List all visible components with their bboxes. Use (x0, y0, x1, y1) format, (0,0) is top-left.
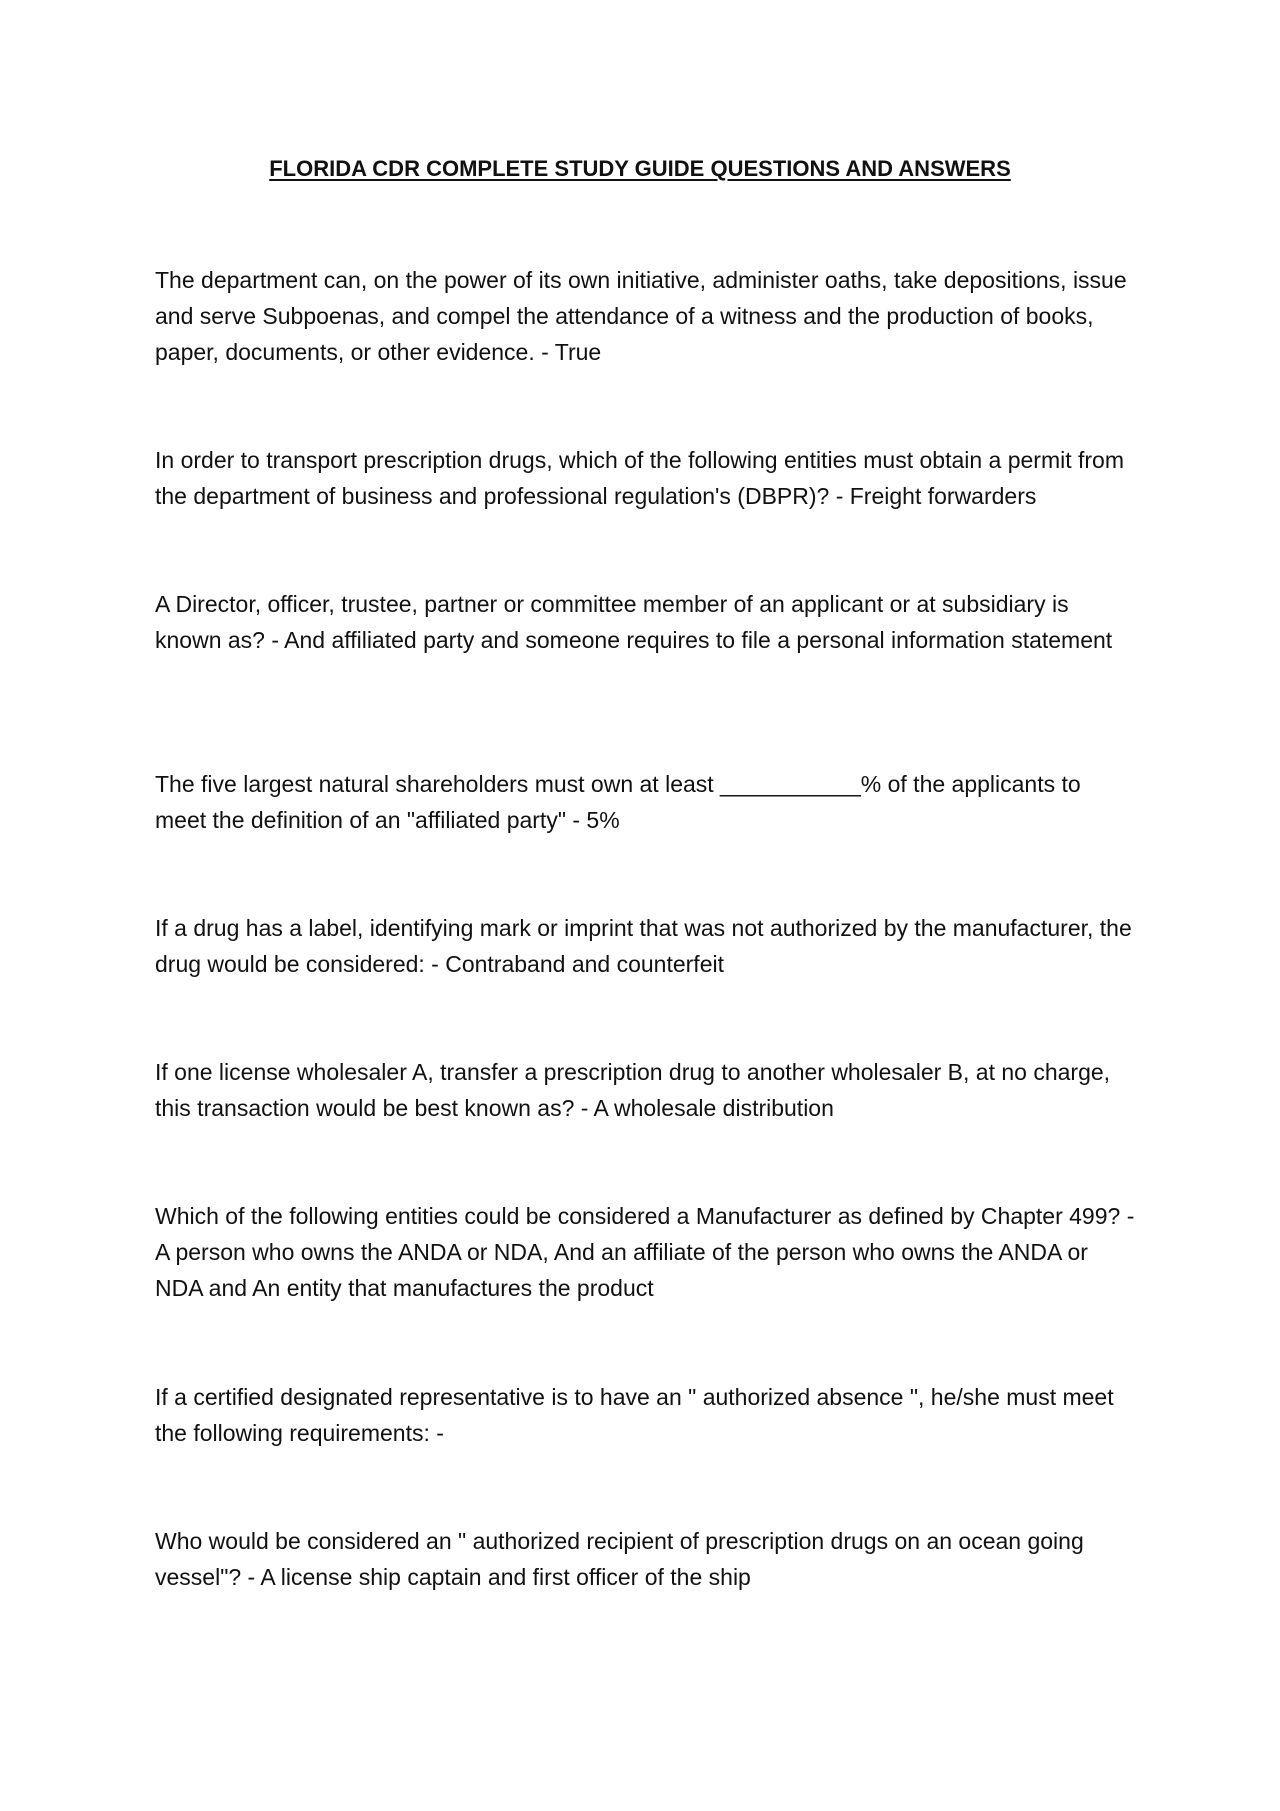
qa-item-3: A Director, officer, trustee, partner or committee member of an applicant or at subsidiary is known as? - And affiliated party and someone requires to file a personal information statement (155, 591, 1113, 653)
qa-item-2: In order to transport prescription drugs, which of the following entities must obtain a permit from the department of business and professional regulation's (DBPR)? - Freight forwarders (155, 447, 1125, 509)
qa-item-4: The five largest natural shareholders must own at least ___________% of the applicants to meet the definition of an "affiliated party" - 5% (155, 771, 1081, 833)
qa-item-6: If one license wholesaler A, transfer a prescription drug to another wholesaler B, at no charge, this transaction would be best known as? - A wholesale distribution (155, 1059, 1111, 1121)
qa-item-8: If a certified designated representative is to have an " authorized absence ", he/she must meet the following requirements: - (155, 1384, 1114, 1446)
document-title: FLORIDA CDR COMPLETE STUDY GUIDE QUESTIONS AND ANSWERS (269, 156, 1011, 181)
qa-item-1: The department can, on the power of its own initiative, administer oaths, take depositions, issue and serve Subpoenas, and compel the attendance of a witness and the production of books, paper, documents, or other evidence. - True (155, 267, 1127, 365)
qa-item-9: Who would be considered an " authorized recipient of prescription drugs on an ocean going vessel"? - A license ship captain and first officer of the ship (155, 1528, 1084, 1590)
qa-item-5: If a drug has a label, identifying mark or imprint that was not authorized by the manufacturer, the drug would be considered: - Contraband and counterfeit (155, 915, 1132, 977)
qa-item-7: Which of the following entities could be considered a Manufacturer as defined by Chapter 499? - A person who owns the ANDA or NDA, And an affiliate of the person who owns the ANDA or NDA and An entity that manufactures the product (155, 1203, 1135, 1301)
